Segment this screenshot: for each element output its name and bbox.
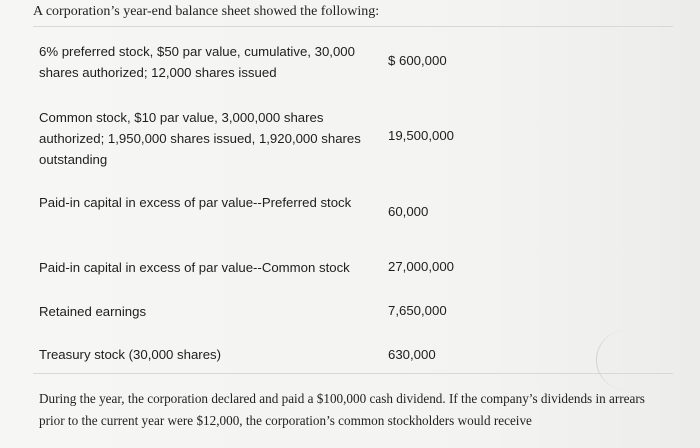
row-label-apic-common: Paid-in capital in excess of par value--Common stock (39, 260, 350, 275)
row-label-retained-earnings: Retained earnings (39, 304, 147, 319)
row-label-common-stock: Common stock, $10 par value, 3,000,000 shares authorized; 1,950,000 shares issued, 1,920,000 shares outstanding (39, 110, 361, 167)
row-label-preferred-stock: 6% preferred stock, $50 par value, cumulative, 30,000 shares authorized; 12,000 shares issued (39, 44, 355, 80)
row-label-treasury-stock: Treasury stock (30,000 shares) (39, 347, 222, 362)
row-value-retained-earnings: 7,650,000 (388, 303, 447, 318)
header-divider (33, 26, 673, 27)
row-value-apic-preferred: 60,000 (388, 204, 429, 219)
decorative-arc (596, 330, 657, 390)
row-value-preferred-stock: $ 600,000 (388, 53, 447, 68)
row-value-apic-common: 27,000,000 (388, 259, 455, 274)
row-value-common-stock: 19,500,000 (388, 128, 455, 143)
question-text: During the year, the corporation declared and paid a $100,000 cash dividend. If the company’s dividends in arrears prior to the current year were $12,000, the corporation’s common stockholders would receive (39, 391, 645, 428)
table-bottom-divider (33, 373, 673, 374)
row-label-apic-preferred: Paid-in capital in excess of par value--Preferred stock (39, 195, 352, 210)
intro-text: A corporation’s year-end balance sheet showed the following: (33, 4, 380, 19)
row-value-treasury-stock: 630,000 (388, 347, 436, 362)
